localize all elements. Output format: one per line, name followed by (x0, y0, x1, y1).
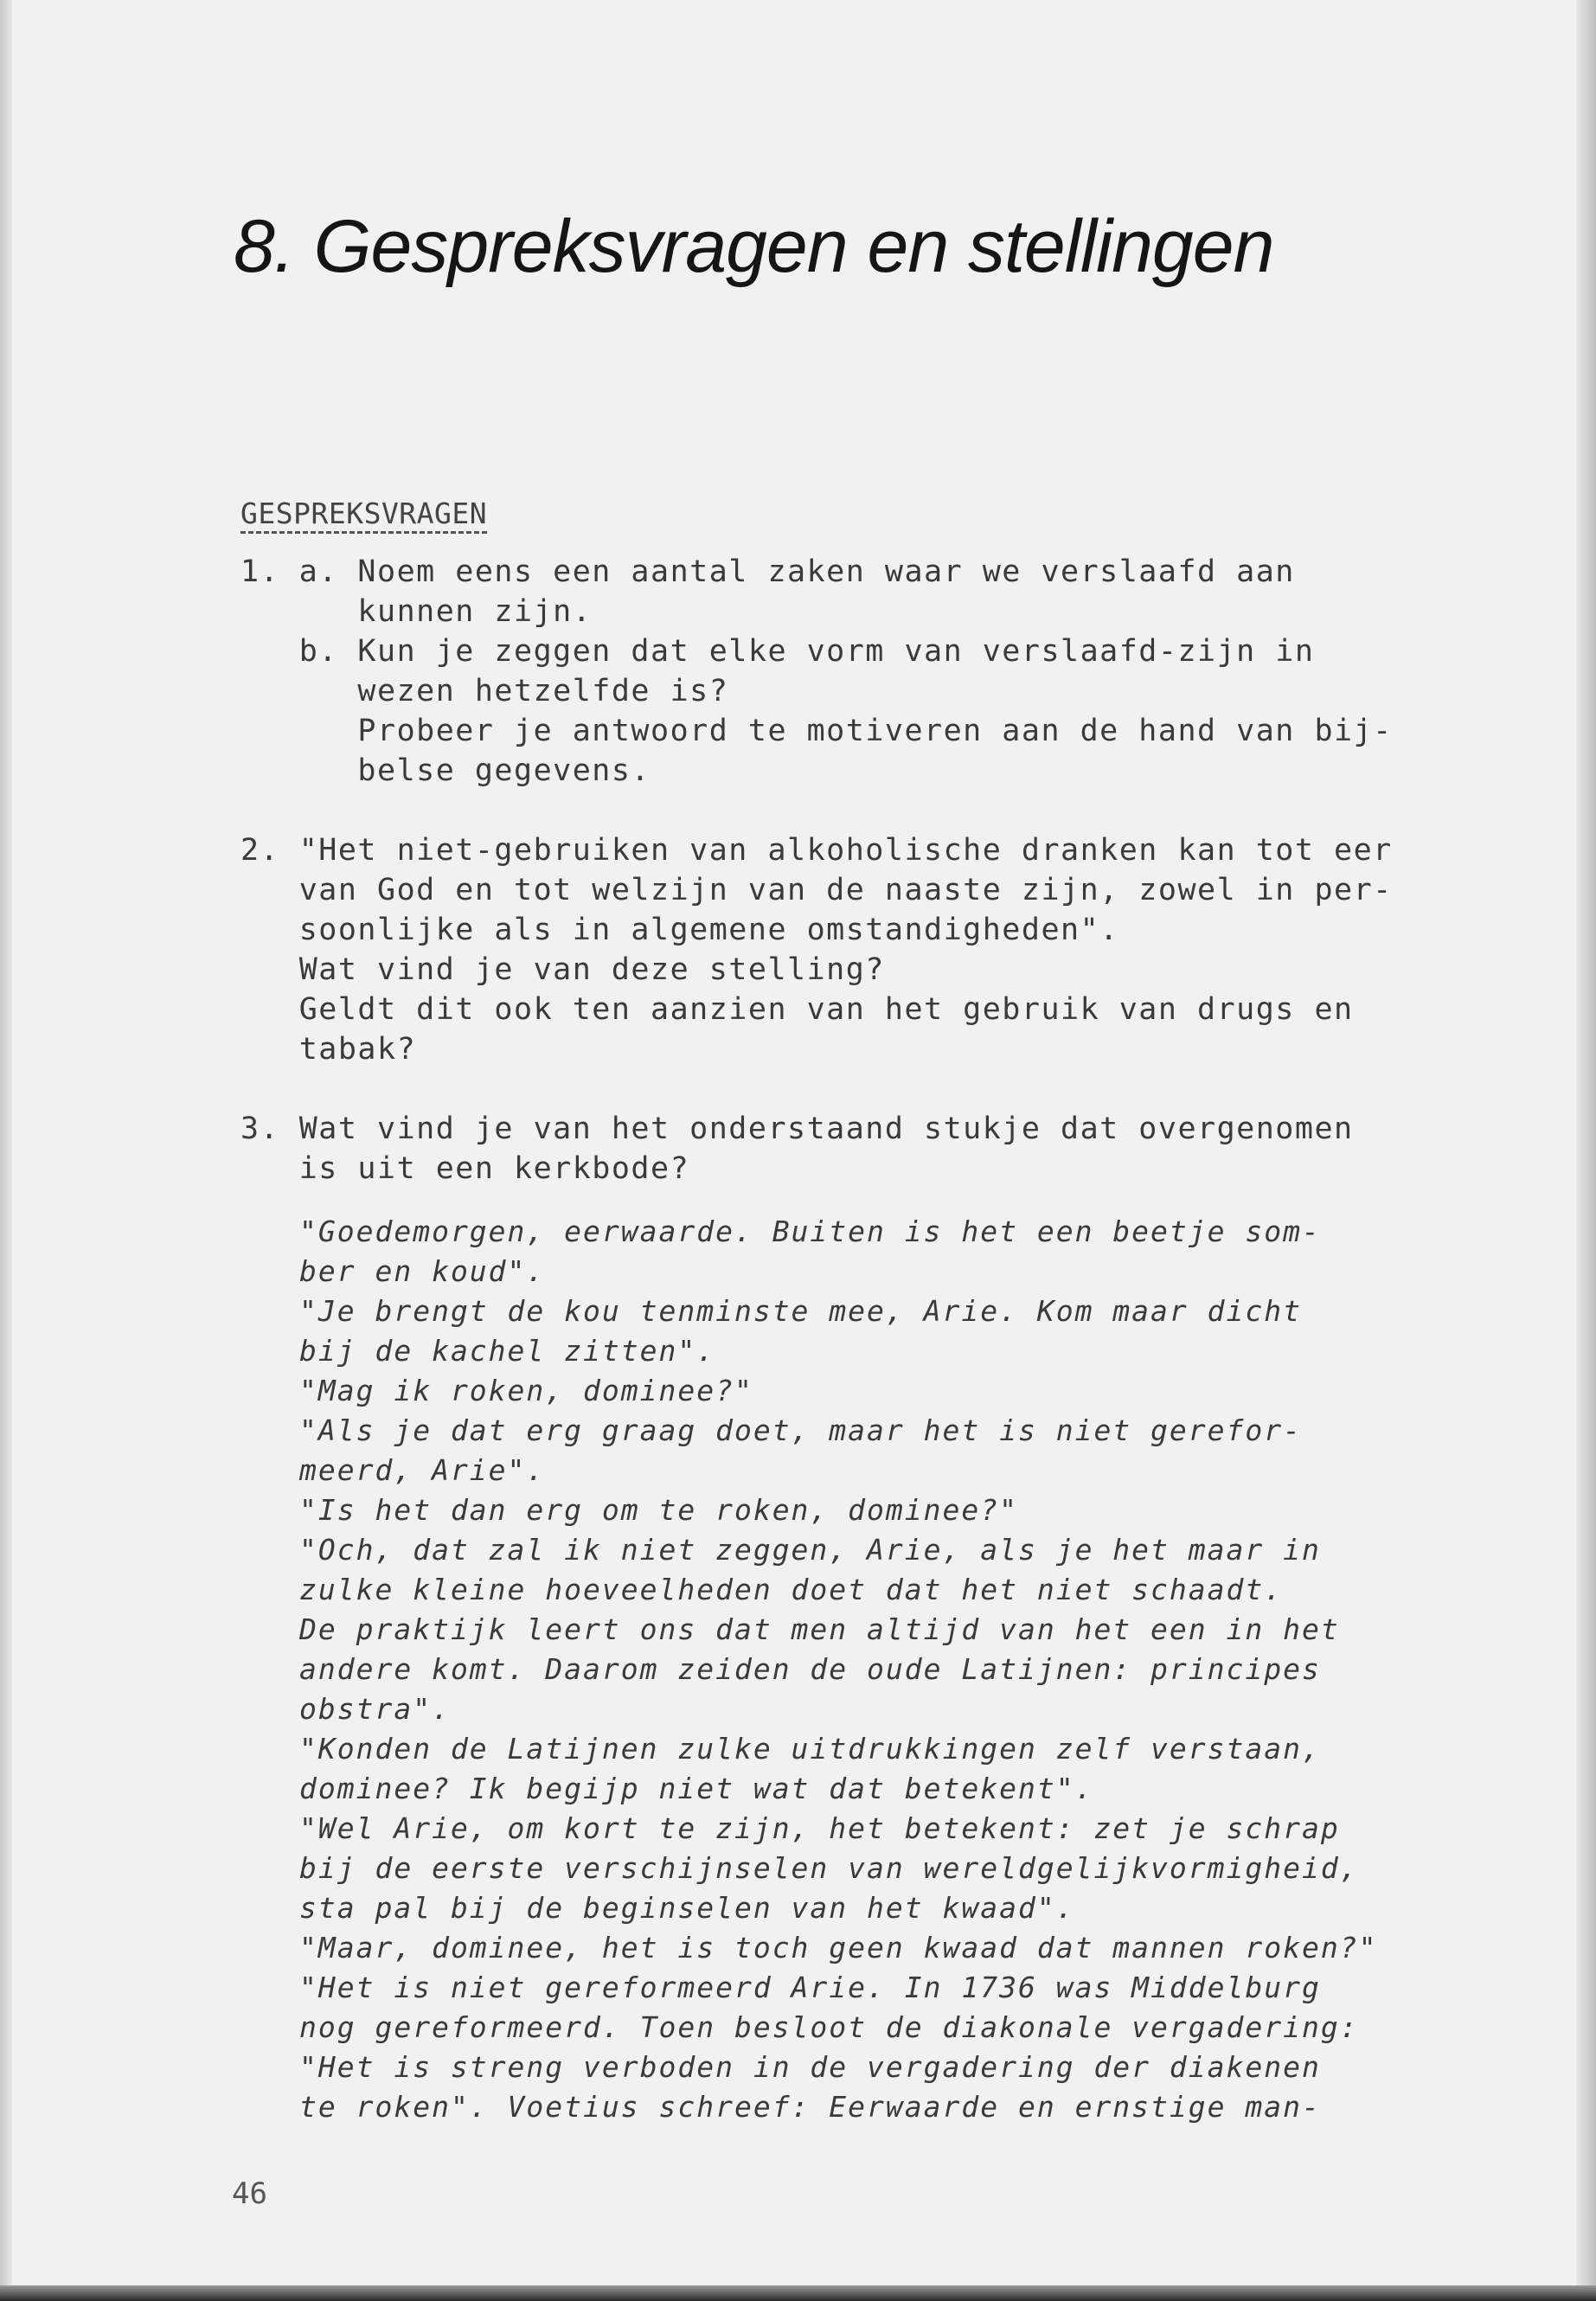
quote-line: meerd, Arie". (299, 1453, 546, 1487)
quote-line: De praktijk leert ons dat men altijd van het een in het (299, 1612, 1340, 1646)
question-line: 1. a. Noem eens een aantal zaken waar we verslaafd aan (240, 554, 1295, 589)
page-number: 46 (232, 2176, 267, 2211)
question-line: 2. "Het niet-gebruiken van alkoholische dranken kan tot eer (240, 833, 1393, 868)
quote-line: "Goedemorgen, eerwaarde. Buiten is het een beetje som- (299, 1215, 1321, 1248)
quote-line: te roken". Voetius schreef: Eerwaarde en ernstige man- (299, 2090, 1321, 2124)
question-line: tabak? (240, 1032, 417, 1067)
quote-line: "Het is streng verboden in de vergadering der diakenen (299, 2050, 1321, 2084)
question-line: Geldt dit ook ten aanzien van het gebruik van drugs en (240, 992, 1354, 1027)
question-line: Probeer je antwoord te motiveren aan de hand van bij- (240, 714, 1393, 748)
question-line: is uit een kerkbode? (240, 1151, 690, 1186)
page-right-edge (1577, 0, 1596, 2301)
quote-line: nog gereformeerd. Toen besloot de diakonale vergadering: (299, 2010, 1359, 2044)
question-line: soonlijke als in algemene omstandigheden". (240, 913, 1119, 947)
question-line: Wat vind je van deze stelling? (240, 952, 885, 987)
quote-line: bij de eerste verschijnselen van wereldgelijkvormigheid, (299, 1851, 1359, 1885)
quote-line: "Wel Arie, om kort te zijn, het betekent: zet je schrap (299, 1811, 1340, 1845)
quote-line: dominee? Ik begijp niet wat dat betekent". (299, 1772, 1094, 1805)
quote-line: "Maar, dominee, het is toch geen kwaad dat mannen roken?" (299, 1931, 1378, 1965)
quote-line: "Och, dat zal ik niet zeggen, Arie, als je het maar in (299, 1533, 1321, 1567)
section-heading: GESPREKSVRAGEN (240, 497, 487, 534)
question-line: belse gegevens. (240, 753, 651, 788)
question-line: kunnen zijn. (240, 594, 593, 629)
quote-line: "Is het dan erg om te roken, dominee?" (299, 1493, 1018, 1527)
question-line: wezen hetzelfde is? (240, 674, 729, 708)
quote-line: "Het is niet gereformeerd Arie. In 1736 was Middelburg (299, 1971, 1321, 2004)
quote-line: obstra". (299, 1692, 451, 1726)
quote-line: "Mag ik roken, dominee?" (299, 1374, 753, 1407)
page-bottom-edge (0, 2285, 1596, 2301)
quote-line: zulke kleine hoeveelheden doet dat het niet schaadt. (299, 1573, 1284, 1606)
quote-line: andere komt. Daarom zeiden de oude Latijnen: principes (299, 1652, 1321, 1686)
chapter-title: 8. Gespreksvragen en stellingen (234, 205, 1274, 288)
quote-line: bij de kachel zitten". (299, 1334, 716, 1368)
quote-line: "Konden de Latijnen zulke uitdrukkingen zelf verstaan, (299, 1732, 1321, 1766)
quote-line: "Je brengt de kou tenminste mee, Arie. Kom maar dicht (299, 1294, 1302, 1328)
question-line: 3. Wat vind je van het onderstaand stukje dat overgenomen (240, 1112, 1354, 1146)
quote-line: ber en koud". (299, 1254, 546, 1288)
question-line: van God en tot welzijn van de naaste zijn, zowel in per- (240, 873, 1393, 907)
quote-line: "Als je dat erg graag doet, maar het is niet gerefor- (299, 1413, 1302, 1447)
quote-line: sta pal bij de beginselen van het kwaad". (299, 1891, 1075, 1925)
question-line: b. Kun je zeggen dat elke vorm van verslaafd-zijn in (240, 634, 1315, 669)
